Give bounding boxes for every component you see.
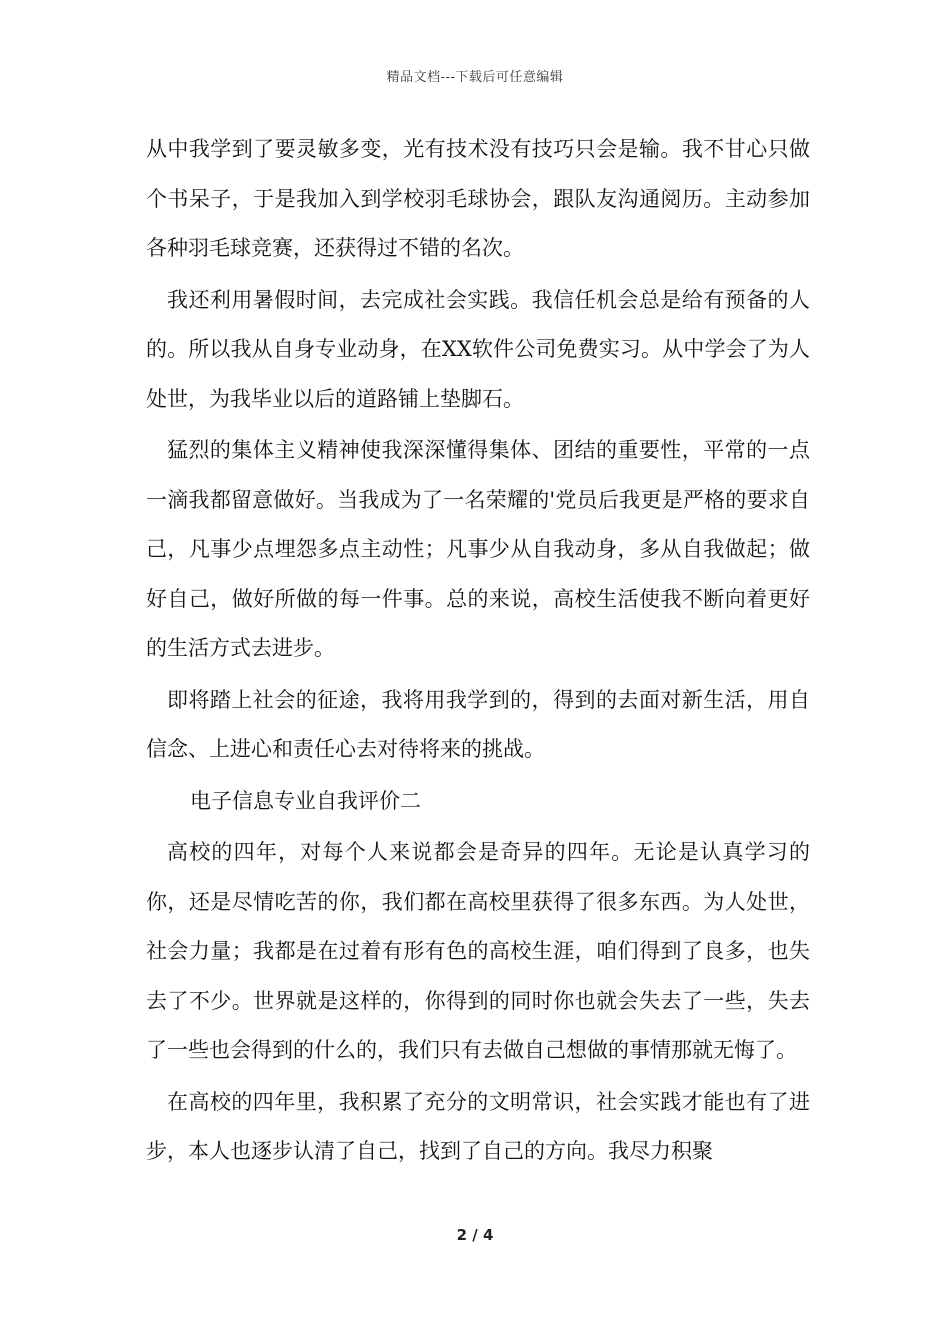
paragraph: 即将踏上社会的征途，我将用我学到的，得到的去面对新生活，用自信念、上进心和责任心去对待将来的挑战。 [146,687,810,761]
page-number: 2 / 4 [456,1226,494,1244]
paragraph: 从中我学到了要灵敏多变，光有技术没有技巧只会是输。我不甘心只做个书呆子，于是我加入到学校羽毛球协会，跟队友沟通阅历。主动参加各种羽毛球竞赛，还获得过不错的名次。 [146,137,810,260]
section-heading: 电子信息专业自我评价二 [190,788,421,813]
paragraph: 猛烈的集体主义精神使我深深懂得集体、团结的重要性，平常的一点一滴我都留意做好。当我成为了一名荣耀的'党员后我更是严格的要求自己，凡事少点埋怨多点主动性；凡事少从自我动身，多从自我做起；做好自己，做好所做的每一件事。总的来说，高校生活使我不断向着更好的生活方式去进步。 [146,438,810,660]
document-body [146,125,810,1179]
page-header: 精品文档---下载后可任意编辑 [386,70,564,85]
paragraph: 在高校的四年里，我积累了充分的文明常识，社会实践才能也有了进步，本人也逐步认清了自己，找到了自己的方向。我尽力积聚 [146,1089,810,1163]
paragraph: 高校的四年，对每个人来说都会是奇异的四年。无论是认真学习的你，还是尽情吃苦的你，我们都在高校里获得了很多东西。为人处世，社会力量；我都是在过着有形有色的高校生涯，咱们得到了良多，也失去了不少。世界就是这样的，你得到的同时你也就会失去了一些，失去了一些也会得到的什么的，我们只有去做自己想做的事情那就无悔了。 [146,840,810,1062]
paragraph: 我还利用暑假时间，去完成社会实践。我信任机会总是给有预备的人的。所以我从自身专业动身，在XX软件公司免费实习。从中学会了为人处世，为我毕业以后的道路铺上垫脚石。 [146,287,810,411]
